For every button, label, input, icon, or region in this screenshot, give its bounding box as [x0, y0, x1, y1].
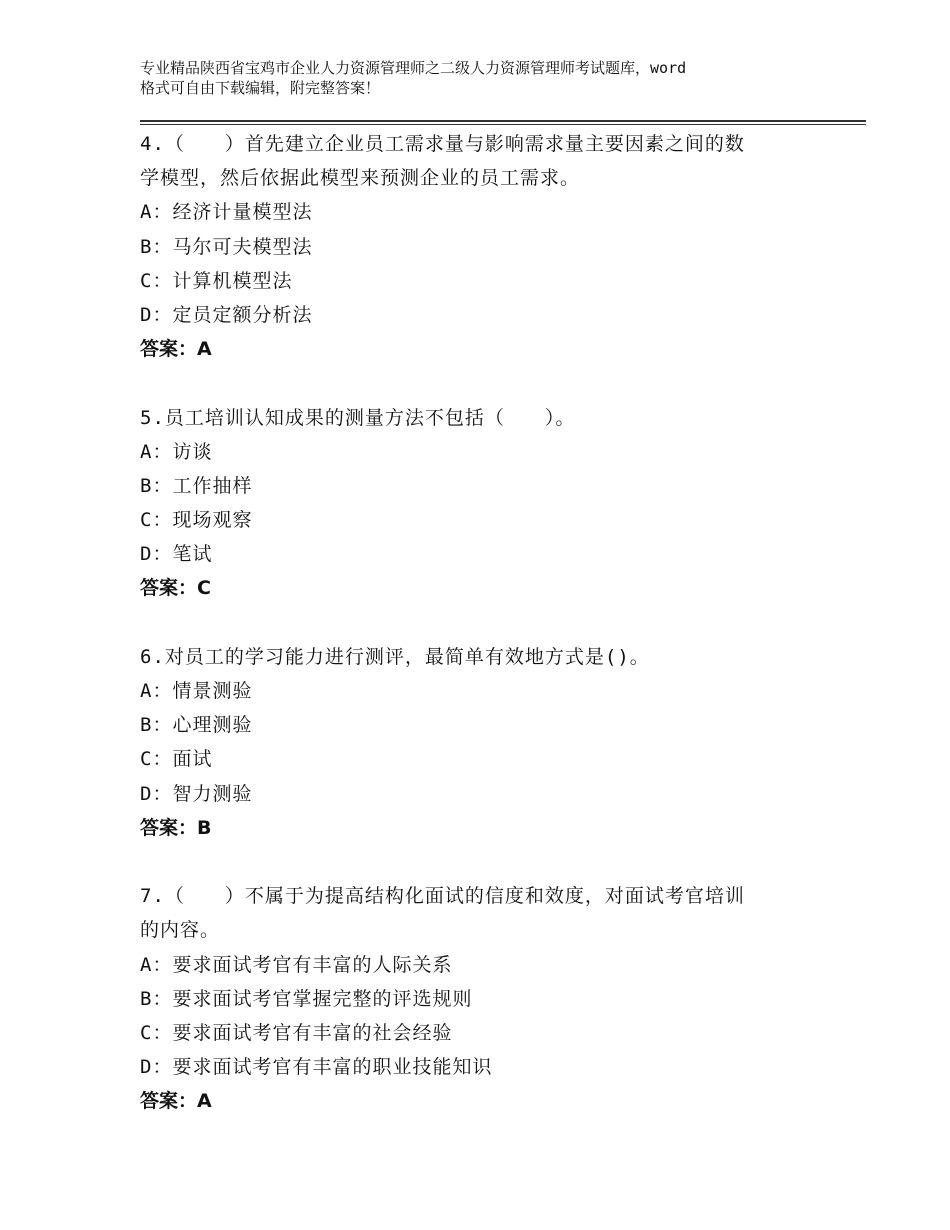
question-list: [140, 127, 840, 1118]
option-d: D：定员定额分析法: [140, 303, 313, 326]
spacer: [140, 606, 840, 640]
option-d: D：智力测验: [140, 782, 253, 805]
question-stem: 6.对员工的学习能力进行测评，最简单有效地方式是()。: [140, 645, 650, 668]
header-divider-thick: [140, 120, 866, 122]
document-header: [140, 58, 840, 98]
option-a: A：经济计量模型法: [140, 201, 313, 224]
question-stem: 学模型，然后依据此模型来预测企业的员工需求。: [140, 167, 581, 190]
option-b: B：马尔可夫模型法: [140, 235, 313, 258]
question-stem: 的内容。: [140, 919, 221, 942]
answer-line: 答案：C: [140, 577, 211, 600]
option-c: C：要求面试考官有丰富的社会经验: [140, 1021, 453, 1044]
answer-line: 答案：A: [140, 1090, 212, 1113]
spacer: [140, 366, 840, 400]
spacer: [140, 845, 840, 879]
header-title-line-2: 格式可自由下载编辑，附完整答案！: [140, 79, 381, 97]
option-c: C：现场观察: [140, 509, 253, 532]
option-d: D：要求面试考官有丰富的职业技能知识: [140, 1056, 493, 1079]
header-divider-thin: [140, 124, 866, 125]
option-b: B：心理测验: [140, 714, 253, 737]
question-block: [140, 879, 840, 1118]
answer-line: 答案：B: [140, 816, 212, 839]
question-stem: 4.（ ）首先建立企业员工需求量与影响需求量主要因素之间的数: [140, 133, 745, 155]
option-c: C：面试: [140, 748, 213, 771]
question-block: [140, 640, 840, 845]
question-stem: 7.（ ）不属于为提高结构化面试的信度和效度，对面试考官培训: [140, 885, 745, 908]
option-a: A：情景测验: [140, 680, 253, 702]
header-title-line-1: 专业精品陕西省宝鸡市企业人力资源管理师之二级人力资源管理师考试题库，word: [140, 59, 687, 77]
option-c: C：计算机模型法: [140, 269, 293, 292]
option-a: A：访谈: [140, 440, 213, 463]
question-block: [140, 127, 840, 366]
question-stem: 5.员工培训认知成果的测量方法不包括（ ）。: [140, 406, 576, 429]
question-block: [140, 401, 840, 606]
option-b: B：要求面试考官掌握完整的评选规则: [140, 987, 473, 1010]
option-a: A：要求面试考官有丰富的人际关系: [140, 953, 453, 976]
option-b: B：工作抽样: [140, 474, 253, 497]
option-d: D：笔试: [140, 543, 213, 566]
answer-line: 答案：A: [140, 338, 212, 361]
